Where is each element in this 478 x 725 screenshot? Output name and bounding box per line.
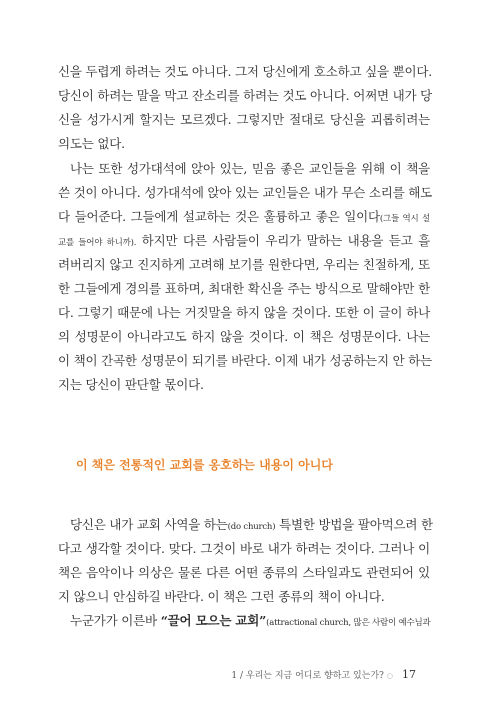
body-text: 특별한 방법을 팔아먹으려 한 [275,517,433,532]
body-line [58,209,430,227]
body-line: 의 성명문이 아니라고도 하지 않을 것이다. 이 책은 성명문이다. 나는 [58,329,430,344]
body-line [58,233,430,251]
body-text: 당신은 내가 교회 사역을 하는 [70,517,228,532]
aside-text: (do church) [227,522,276,532]
body-line: 의도는 없다. [58,136,125,151]
body-line: 지 않으니 안심하길 바란다. 이 책은 그런 종류의 책이 아니다. [58,589,385,604]
body-line: 책은 음악이나 의상은 물론 다른 어떤 종류의 스타일과도 관련되어 있 [58,565,430,580]
body-text: 하지만 다른 사람들이 우리가 말하는 내용을 듣고 흘 [136,233,430,248]
emphasis-text: “끌어 모으는 교회” [160,613,267,628]
body-text: 누군가가 이른바 [70,613,161,628]
body-line: 지는 당신이 판단할 몫이다. [58,377,204,392]
aside-text: (attractional church, 많은 사람이 예수님과 [266,618,431,628]
body-line: 당신이 하려는 말을 막고 잔소리를 하려는 것도 아니다. 어쩌면 내가 당 [58,88,433,103]
page-number: 17 [402,668,416,681]
body-line: 나는 또한 성가대석에 앉아 있는, 믿음 좋은 교인들을 위해 이 책을 [70,161,430,176]
body-line: 이 책이 간곡한 성명문이 되기를 바란다. 이제 내가 성공하는지 안 하는 [58,353,433,368]
body-line: 쓴 것이 아니다. 성가대석에 앉아 있는 교인들은 내가 무슨 소리를 해도 [58,185,433,200]
body-line: 신을 성가시게 할지는 모르겠다. 그렇지만 절대로 당신을 괴롭히려는 [58,112,430,127]
aside-text: (그들 역시 설 [379,214,430,224]
section-heading: 이 책은 전통적인 교회를 옹호하는 내용이 아니다 [76,458,333,472]
body-line: 다. 그렇기 때문에 나는 거짓말을 하지 않을 것이다. 또한 이 글이 하나 [58,305,430,320]
body-text: 다 들어준다. 그들에게 설교하는 것은 훌륭하고 좋은 일이다 [58,209,380,224]
separator-dot-icon: ○ [386,672,393,680]
page-footer [231,668,416,681]
body-line: 한 그들에게 경의를 표하며, 최대한 확신을 주는 방식으로 말해야만 한 [58,281,430,296]
body-line: 려버리지 않고 진지하게 고려해 보기를 원한다면, 우리는 친절하게, 또 [58,257,430,272]
body-line: 다고 생각할 것이다. 맞다. 그것이 바로 내가 하려는 것이다. 그러나 이 [58,541,430,556]
chapter-title: 1 / 우리는 지금 어디로 향하고 있는가? [231,671,384,681]
body-line: 신을 두렵게 하려는 것도 아니다. 그저 당신에게 호소하고 싶을 뿐이다. [58,64,433,79]
body-line [70,517,433,535]
body-line [70,613,430,631]
aside-text: 교를 들어야 하니까). [58,238,137,248]
